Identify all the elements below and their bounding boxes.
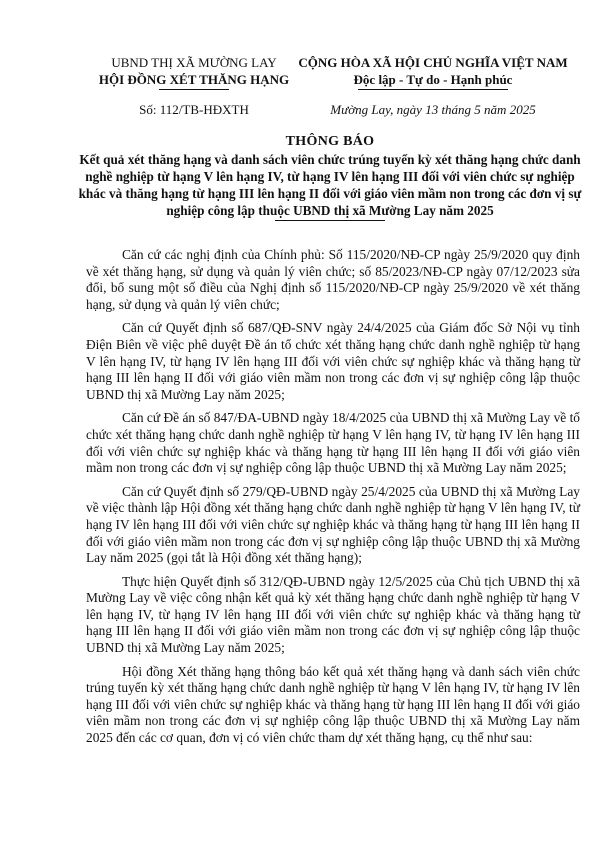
issuing-organization xyxy=(84,54,304,90)
motto-underline xyxy=(358,89,508,90)
nation-line-2: Độc lập - Tự do - Hạnh phúc xyxy=(353,72,513,87)
org-line-2: HỘI ĐỒNG XÉT THĂNG HẠNG xyxy=(98,72,290,87)
subtitle-underline xyxy=(275,220,385,221)
org-underline xyxy=(159,89,229,90)
paragraph-legal-basis-decision-687: Căn cứ Quyết định số 687/QĐ-SNV ngày 24/4/2025 của Giám đốc Sở Nội vụ tỉnh Điện Biên về việc phê duyệt Đề án tổ chức xét thăng hạng chức danh nghề nghiệp từ hạng V lên hạng IV, từ hạng IV lên hạng III đối với viên chức sự nghiệp khác và thăng hạng từ hạng III lên hạng II đối với giáo viên mầm non trong các đơn vị sự nghiệp công lập thuộc UBND thị xã Mường Lay năm 2025; xyxy=(86,320,580,402)
document-number: Số: 112/TB-HĐXTH xyxy=(139,102,249,117)
paragraph-legal-basis-decrees: Căn cứ các nghị định của Chính phủ: Số 115/2020/NĐ-CP ngày 25/9/2020 quy định về xét thăng hạng, sử dụng và quản lý viên chức; số 85/2023/NĐ-CP ngày 07/12/2023 sửa đổi, bổ sung một số điều của Nghị định số 115/2020/NĐ-CP ngày 25/9/2020 về xét thăng hạng, sử dụng và quản lý viên chức; xyxy=(86,247,580,312)
document-body xyxy=(86,247,580,754)
paragraph-decision-312: Thực hiện Quyết định số 312/QĐ-UBND ngày 12/5/2025 của Chủ tịch UBND thị xã Mường Lay về việc công nhận kết quả kỳ xét thăng hạng chức danh nghề nghiệp từ hạng V lên hạng IV, từ hạng IV lên hạng III đối với viên chức sự nghiệp khác và thăng hạng từ hạng III lên hạng II đối với giáo viên mầm non trong các đơn vị sự nghiệp công lập thuộc UBND thị xã Mường Lay năm 2025; xyxy=(86,573,580,656)
document-subtitle xyxy=(76,151,584,221)
paragraph-legal-basis-project-847: Căn cứ Đề án số 847/ĐA-UBND ngày 18/4/2025 của UBND thị xã Mường Lay về tổ chức xét thăng hạng chức danh nghề nghiệp từ hạng V lên hạng IV, từ hạng IV lên hạng III đối với viên chức sự nghiệp khác và thăng hạng từ hạng III lên hạng II đối với giáo viên mầm non trong các đơn vị sự nghiệp công lập thuộc UBND thị xã Mường Lay năm 2025; xyxy=(86,410,580,476)
paragraph-legal-basis-decision-279: Căn cứ Quyết định số 279/QĐ-UBND ngày 25/4/2025 của UBND thị xã Mường Lay về việc thành lập Hội đồng xét thăng hạng chức danh nghề nghiệp từ hạng V lên hạng IV, từ hạng IV lên hạng III đối với viên chức sự nghiệp khác và thăng hạng từ hạng III lên hạng II đối với giáo viên mầm non trong các đơn vị sự nghiệp công lập thuộc UBND thị xã Mường Lay năm 2025 (gọi tắt là Hội đồng xét thăng hạng); xyxy=(86,483,580,566)
paragraph-announcement: Hội đồng Xét thăng hạng thông báo kết quả xét thăng hạng và danh sách viên chức trúng tuyển kỳ xét thăng hạng chức danh nghề nghiệp từ hạng V lên hạng IV, từ hạng IV lên hạng III đối với viên chức sự nghiệp khác và thăng hạng từ hạng III lên hạng II đối với giáo viên mầm non trong các đơn vị sự nghiệp công lập thuộc UBND thị xã Mường Lay năm 2025 đến các cơ quan, đơn vị có viên chức tham dự xét thăng hạng, cụ thể như sau: xyxy=(86,663,580,746)
issue-date: Mường Lay, ngày 13 tháng 5 năm 2025 xyxy=(330,102,536,117)
document-title: THÔNG BÁO xyxy=(285,134,375,149)
national-motto xyxy=(288,54,578,90)
org-line-1: UBND THỊ XÃ MƯỜNG LAY xyxy=(111,55,277,70)
subtitle-text: Kết quả xét thăng hạng và danh sách viên chức trúng tuyển kỳ xét thăng hạng chức danh nghề nghiệp từ hạng V lên hạng IV, từ hạng IV lên hạng III đối với viên chức sự nghiệp khác và thăng hạng từ hạng III lên hạng II đối với giáo viên mầm non trong các đơn vị sự nghiệp công lập thuộc UBND thị xã Mường Lay năm 2025 xyxy=(78,152,582,218)
nation-line-1: CỘNG HÒA XÃ HỘI CHỦ NGHĨA VIỆT NAM xyxy=(298,55,568,70)
